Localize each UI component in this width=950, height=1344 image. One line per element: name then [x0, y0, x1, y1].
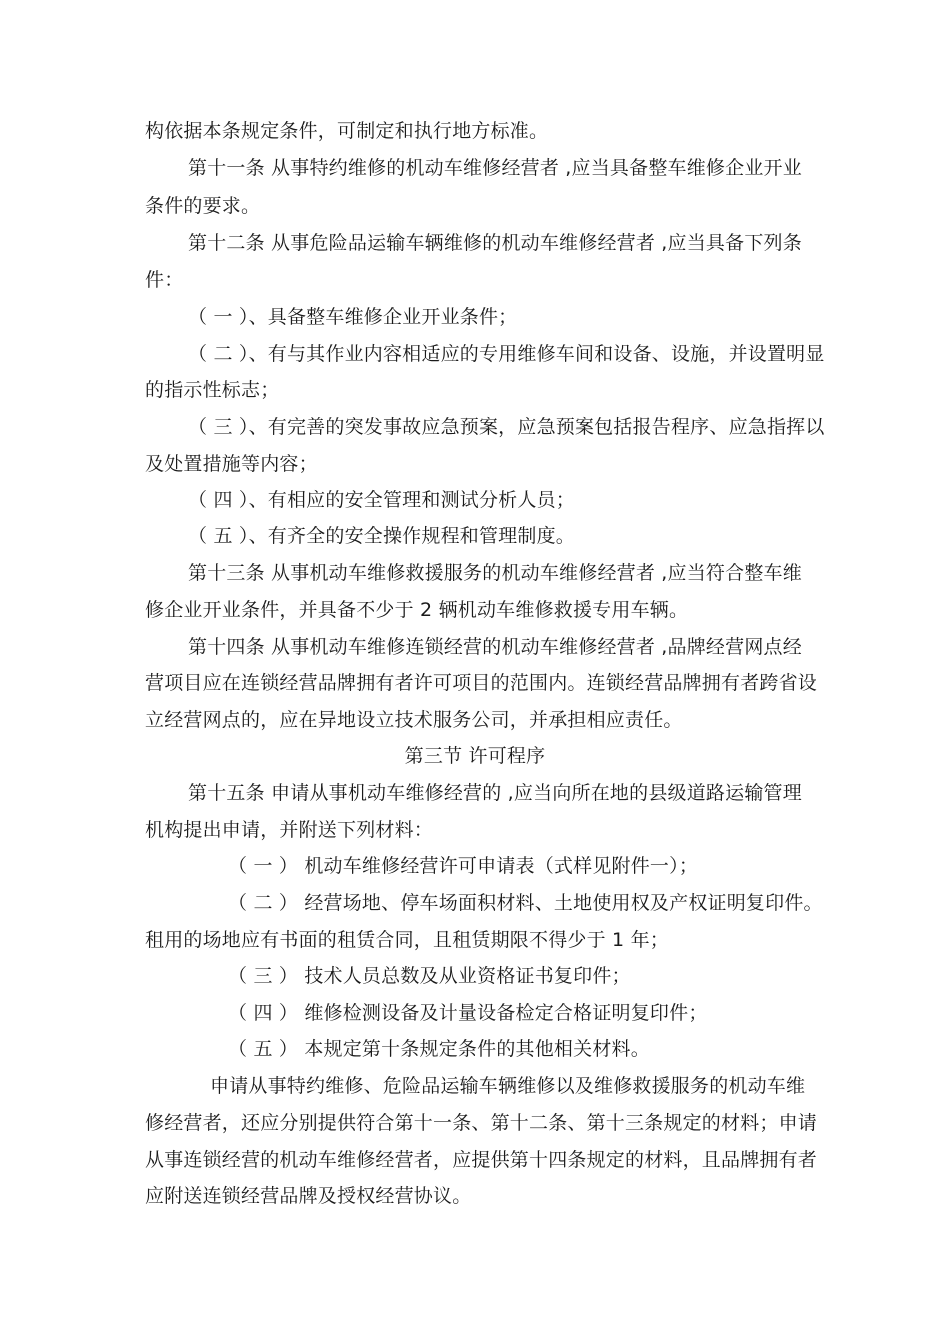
text-line: 机构提出申请，并附送下列材料： — [145, 819, 434, 841]
list-item: （ 二 ） 经营场地、停车场面积材料、土地使用权及产权证明复印件。 — [228, 892, 823, 914]
list-item: （ 五 ）、有齐全的安全操作规程和管理制度。 — [188, 525, 575, 547]
list-item: （ 一 ）、具备整车维修企业开业条件； — [188, 306, 518, 328]
list-item: （ 五 ） 本规定第十条规定条件的其他相关材料。 — [228, 1038, 650, 1060]
list-item: （ 四 ） 维修检测设备及计量设备检定合格证明复印件； — [228, 1002, 708, 1024]
paragraph-start: 申请从事特约维修、危险品运输车辆维修以及维修救援服务的机动车维 — [210, 1075, 806, 1097]
article-14-heading: 第十四条 从事机动车维修连锁经营的机动车维修经营者 ,品牌经营网点经 — [188, 636, 802, 658]
text-line: 修企业开业条件，并具备不少于 2 辆机动车维修救援专用车辆。 — [145, 599, 689, 621]
list-item: （ 三 ）、有完善的突发事故应急预案，应急预案包括报告程序、应急指挥以 — [188, 416, 825, 438]
text-line: 修经营者，还应分别提供符合第十一条、第十二条、第十三条规定的材料；申请 — [145, 1112, 818, 1134]
list-item: （ 三 ） 技术人员总数及从业资格证书复印件； — [228, 965, 631, 987]
list-item: （ 一 ） 机动车维修经营许可申请表（式样见附件一）； — [228, 855, 699, 877]
section-heading: 第三节 许可程序 — [404, 745, 546, 767]
text-line: 租用的场地应有书面的租赁合同，且租赁期限不得少于 1 年； — [145, 929, 669, 951]
article-12-heading: 第十二条 从事危险品运输车辆维修的机动车维修经营者 ,应当具备下列条 — [188, 232, 802, 254]
text-line: 件： — [145, 269, 184, 291]
text-line: 及处置措施等内容； — [145, 453, 318, 475]
text-line: 构依据本条规定条件，可制定和执行地方标准。 — [145, 120, 549, 142]
article-11-heading: 第十一条 从事特约维修的机动车维修经营者 ,应当具备整车维修企业开业 — [188, 157, 802, 179]
article-13-heading: 第十三条 从事机动车维修救援服务的机动车维修经营者 ,应当符合整车维 — [188, 562, 802, 584]
text-line: 立经营网点的，应在异地设立技术服务公司，并承担相应责任。 — [145, 709, 683, 731]
text-line: 条件的要求。 — [145, 195, 261, 217]
text-line: 营项目应在连锁经营品牌拥有者许可项目的范围内。连锁经营品牌拥有者跨省设 — [145, 672, 818, 694]
list-item: （ 二 ）、有与其作业内容相适应的专用维修车间和设备、设施，并设置明显 — [188, 343, 825, 365]
text-line: 的指示性标志； — [145, 379, 280, 401]
list-item: （ 四 ）、有相应的安全管理和测试分析人员； — [188, 489, 575, 511]
text-line: 应附送连锁经营品牌及授权经营协议。 — [145, 1185, 472, 1207]
text-line: 从事连锁经营的机动车维修经营者，应提供第十四条规定的材料，且品牌拥有者 — [145, 1149, 818, 1171]
article-15-heading: 第十五条 申请从事机动车维修经营的 ,应当向所在地的县级道路运输管理 — [188, 782, 802, 804]
